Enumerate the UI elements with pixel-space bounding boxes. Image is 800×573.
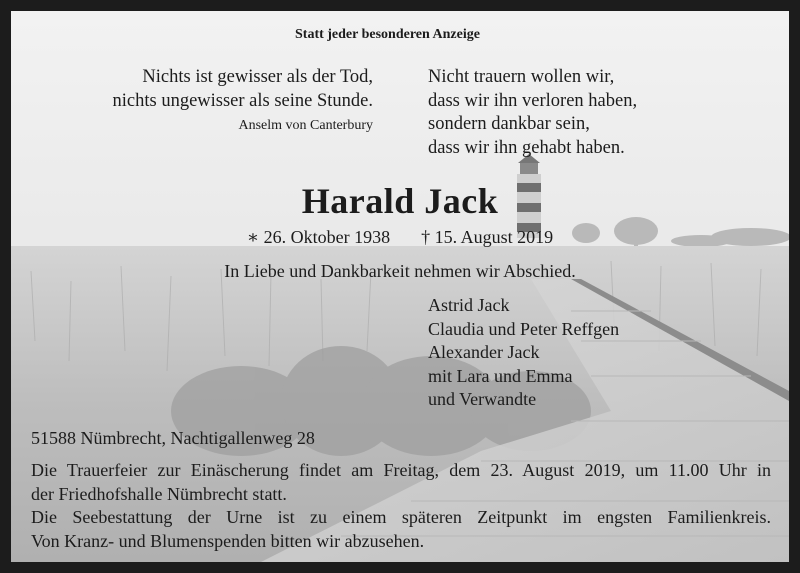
- quote-right-line: sondern dankbar sein,: [428, 114, 590, 134]
- quote-left-line: nichts ungewisser als seine Stunde.: [112, 90, 373, 111]
- notice-header: Statt jeder besonderen Anzeige: [295, 27, 480, 42]
- flowers-line: Von Kranz- und Blumenspenden bitten wir abzusehen.: [31, 530, 425, 551]
- quote-right-line: Nicht trauern wollen wir,: [428, 67, 615, 87]
- death-date: 15. August 2019: [434, 227, 554, 247]
- urn-burial-line: Die Seebestattung der Urne ist zu einem späteren Zeitpunkt im engsten Familienkreis.: [31, 507, 771, 527]
- death-symbol: †: [421, 227, 431, 247]
- quote-author: Anselm von Canterbury: [238, 118, 373, 133]
- birth-symbol: ∗: [246, 227, 260, 247]
- farewell-text: In Liebe und Dankbarkeit nehmen wir Abschied.: [224, 261, 576, 281]
- mourner: Claudia und Peter Reffgen: [428, 318, 620, 339]
- notice-paper: [11, 11, 789, 562]
- address: 51588 Nümbrecht, Nachtigallenweg 28: [31, 428, 315, 448]
- life-dates: [11, 226, 789, 250]
- quote-right: [428, 66, 637, 160]
- ceremony-notice: [31, 459, 771, 553]
- mourners-list: [428, 294, 619, 412]
- deceased-name: Harald Jack: [301, 181, 499, 221]
- ceremony-line-2: der Friedhofshalle Nümbrecht statt.: [31, 483, 287, 504]
- mourner: Alexander Jack: [428, 342, 540, 362]
- quote-right-line: dass wir ihn gehabt haben.: [428, 137, 625, 158]
- ceremony-line-1: Die Trauerfeier zur Einäscherung findet am Freitag, dem 23. August 2019, um 11.00 Uhr in: [31, 460, 771, 480]
- mourner: und Verwandte: [428, 389, 537, 409]
- quote-right-line: dass wir ihn verloren haben,: [428, 90, 638, 111]
- quote-left-line: Nichts ist gewisser als der Tod,: [142, 67, 373, 87]
- quote-left: [113, 66, 374, 113]
- birth-date: 26. Oktober 1938: [263, 227, 391, 247]
- mourner: mit Lara und Emma: [428, 365, 573, 386]
- mourner: Astrid Jack: [428, 295, 510, 315]
